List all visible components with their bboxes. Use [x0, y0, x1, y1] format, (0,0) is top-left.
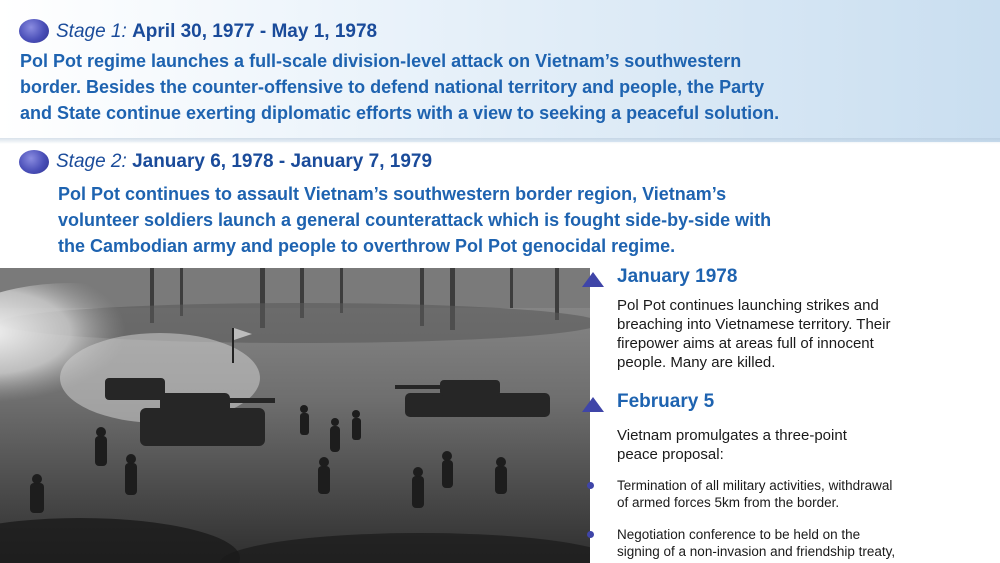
bullet-1-line: Termination of all military activities, withdrawal — [617, 478, 893, 493]
stage-2-label: Stage 2: — [56, 151, 127, 172]
event-2-date: February 5 — [617, 391, 715, 412]
stage-2-dates: January 6, 1978 - January 7, 1979 — [132, 151, 433, 172]
battlefield-photo — [0, 268, 590, 563]
stage-1-banner-shadow — [0, 138, 1000, 144]
event-2-line: Vietnam promulgates a three-point — [617, 427, 847, 444]
stage-1-bullet-icon — [19, 19, 49, 43]
stage-1-dates: April 30, 1977 - May 1, 1978 — [132, 21, 378, 42]
stage-2-description — [58, 181, 771, 259]
stage-1-line: and State continue exerting diplomatic efforts with a view to seeking a peaceful solution. — [20, 103, 780, 123]
event-1-triangle-icon — [582, 272, 604, 287]
stage-1-heading — [56, 21, 377, 43]
stage-2-line: Pol Pot continues to assault Vietnam’s southwestern border region, Vietnam’s — [58, 184, 727, 204]
bullet-2-line: Negotiation conference to be held on the — [617, 527, 861, 542]
event-1-line: people. Many are killed. — [617, 354, 776, 371]
event-2-line: peace proposal: — [617, 446, 724, 463]
stage-2-line: the Cambodian army and people to overthrow Pol Pot genocidal regime. — [58, 236, 676, 256]
stage-2-heading — [56, 151, 432, 173]
event-1-date: January 1978 — [617, 266, 738, 287]
event-1-line: breaching into Vietnamese territory. Their — [617, 316, 891, 333]
bullet-1-line: of armed forces 5km from the border. — [617, 495, 840, 510]
event-1-description — [617, 296, 890, 372]
bullet-2-line: signing of a non-invasion and friendship treaty, — [617, 544, 896, 559]
event-2-description — [617, 426, 847, 464]
stage-2-bullet-icon — [19, 150, 49, 174]
bullet-2-dot-icon — [587, 531, 594, 538]
stage-1-line: Pol Pot regime launches a full-scale division-level attack on Vietnam’s southwestern — [20, 51, 742, 71]
bullet-1-dot-icon — [587, 482, 594, 489]
stage-1-description — [20, 48, 779, 126]
stage-1-line: border. Besides the counter-offensive to defend national territory and people, the Party — [20, 77, 765, 97]
event-1-line: Pol Pot continues launching strikes and — [617, 297, 879, 314]
stage-1-label: Stage 1: — [56, 21, 127, 42]
event-2-triangle-icon — [582, 397, 604, 412]
battlefield-photo-graphic — [0, 268, 590, 563]
bullet-1-text — [617, 477, 892, 511]
stage-2-line: volunteer soldiers launch a general counterattack which is fought side-by-side with — [58, 210, 772, 230]
bullet-2-text — [617, 526, 895, 560]
event-1-line: firepower aims at areas full of innocent — [617, 335, 874, 352]
